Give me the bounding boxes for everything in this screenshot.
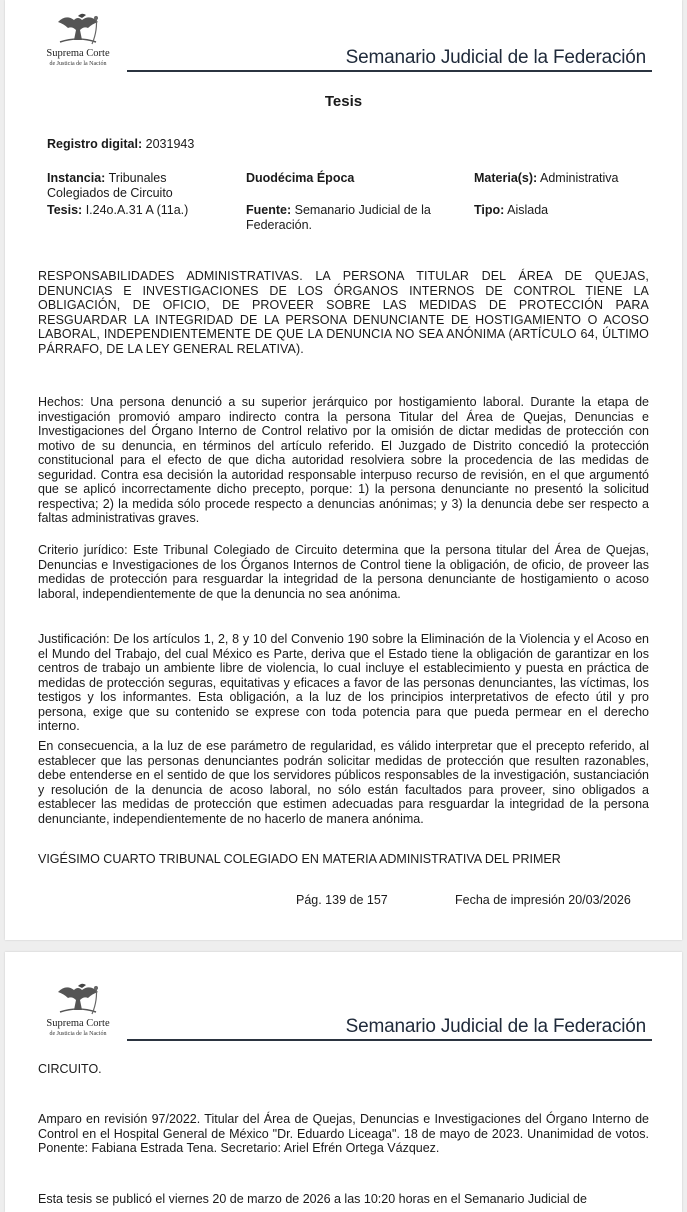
scjn-logo bbox=[38, 12, 118, 68]
tipo-label: Tipo: bbox=[474, 203, 505, 217]
amparo-paragraph: Amparo en revisión 97/2022. Titular del Área de Quejas, Denuncias e Investigaciones del Órgano Interno de Control en el Hospital General de México "Dr. Eduardo Liceaga". 18 de mayo de 2023. Unanimidad de votos. Ponente: Fabiana Estrada Tena. Secretario: Ariel Efrén Ortega Vázquez. bbox=[38, 1112, 649, 1155]
logo-subtitle: de Justicia de la Nación bbox=[49, 1031, 107, 1037]
registro-value: 2031943 bbox=[145, 137, 195, 151]
logo-name: Suprema Corte bbox=[46, 48, 110, 59]
tipo-value: Aislada bbox=[507, 203, 549, 217]
tesis-value: I.24o.A.31 A (11a.) bbox=[85, 203, 189, 217]
tipo-field bbox=[474, 203, 548, 218]
publication-title: Semanario Judicial de la Federación bbox=[345, 1016, 646, 1037]
tribunal-line: VIGÉSIMO CUARTO TRIBUNAL COLEGIADO EN MATERIA ADMINISTRATIVA DEL PRIMER bbox=[38, 852, 561, 866]
fuente-label: Fuente: bbox=[246, 203, 292, 217]
eagle-seal-icon bbox=[52, 12, 104, 48]
header-divider bbox=[127, 70, 652, 72]
thesis-rubro: RESPONSABILIDADES ADMINISTRATIVAS. LA PERSONA TITULAR DEL ÁREA DE QUEJAS, DENUNCIAS E INVESTIGACIONES DE LOS ÓRGANOS INTERNOS DE CONTROL TIENE LA OBLIGACIÓN, DE OFICIO, DE PROVEER SOBRE LAS MEDIDAS DE PROTECCIÓN PARA RESGUARDAR LA INTEGRIDAD DE LA PERSONA DENUNCIANTE DE HOSTIGAMIENTO O ACOSO LABORAL, INDEPENDIENTEMENTE DE QUE LA DENUNCIA NO SEA ANÓNIMA (ARTÍCULO 64, ÚLTIMO PÁRRAFO, DE LA LEY GENERAL RELATIVA). bbox=[38, 269, 649, 356]
logo-subtitle: de Justicia de la Nación bbox=[49, 61, 107, 67]
publication-title: Semanario Judicial de la Federación bbox=[345, 47, 646, 68]
fuente-value: Semanario Judicial de la Federación. bbox=[246, 203, 431, 232]
circuito-line: CIRCUITO. bbox=[38, 1062, 102, 1076]
materia-field bbox=[474, 171, 619, 186]
registro-label: Registro digital: bbox=[47, 137, 143, 151]
tesis-label: Tesis: bbox=[47, 203, 83, 217]
epoca-field: Duodécima Época bbox=[246, 171, 355, 185]
materia-label: Materia(s): bbox=[474, 171, 538, 185]
tesis-field bbox=[47, 203, 188, 218]
fuente-field bbox=[246, 203, 461, 232]
document-type-heading: Tesis bbox=[324, 93, 363, 110]
justificacion-paragraph: Justificación: De los artículos 1, 2, 8 y 10 del Convenio 190 sobre la Eliminación de la Violencia y el Acoso en el Mundo del Trabajo, del cual México es Parte, deriva que el Estado tiene la obligación de garantizar en los centros de trabajo un ambiente libre de violencia, lo cual incluye el establecimiento y puesta en práctica de medidas de protección seguras, equitativas y eficaces a favor de las personas denunciantes, las víctimas, los testigos y los informantes. Esta obligación, a la luz de los principios interpretativos de efecto útil y pro persona, exige que su contenido se exprese con toda potencia para que pueda permear en el derecho interno. bbox=[38, 632, 649, 733]
instancia-value: Tribunales Colegiados de Circuito bbox=[47, 171, 173, 200]
materia-value: Administrativa bbox=[540, 171, 619, 185]
hechos-paragraph: Hechos: Una persona denunció a su superior jerárquico por hostigamiento laboral. Durante la etapa de investigación promovió amparo indirecto contra la persona Titular del Área de Quejas, Denuncias e Investigaciones del Órgano Interno de Control relativo por la omisión de dictar medidas de protección con motivo de su denuncia, en términos del artículo referido. El Juzgado de Distrito concedió la protección constitucional para el efecto de que dicha autoridad resolviera sobre la procedencia de las medidas de seguridad. Contra esa decisión la autoridad responsable interpuso recurso de revisión, en el que argumentó que se aplicó incorrectamente dicho precepto, porque: 1) la persona denunciante no presentó la solicitud respectiva; 2) la medida sólo procede respecto a denuncias anónimas; y 3) la denuncia debe ser respecto a faltas administrativas graves. bbox=[38, 395, 649, 525]
header-divider bbox=[127, 1039, 652, 1041]
registro-digital bbox=[47, 137, 194, 152]
eagle-seal-icon bbox=[52, 982, 104, 1018]
instancia-label: Instancia: bbox=[47, 171, 106, 185]
document-page-2 bbox=[5, 952, 682, 1212]
consecuencia-paragraph: En consecuencia, a la luz de ese parámetro de regularidad, es válido interpretar que el precepto referido, al establecer que las personas denunciantes podrán solicitar medidas de protección que resulten razonables, debe entenderse en el sentido de que los servidores públicos responsables de la investigación, sustanciación y resolución de la denuncia de acoso laboral, no sólo están facultados para proveer, sino obligados a establecer las medidas de protección que estimen adecuadas para resguardar la integridad de la persona denunciante, independientemente de no hacerlo de manera anónima. bbox=[38, 739, 649, 826]
logo-name: Suprema Corte bbox=[46, 1018, 110, 1029]
print-date: Fecha de impresión 20/03/2026 bbox=[455, 893, 631, 907]
publication-note: Esta tesis se publicó el viernes 20 de marzo de 2026 a las 10:20 horas en el Semanario Judicial de bbox=[38, 1192, 587, 1206]
instancia-field bbox=[47, 171, 227, 200]
page-number: Pág. 139 de 157 bbox=[296, 893, 388, 907]
criterio-paragraph: Criterio jurídico: Este Tribunal Colegiado de Circuito determina que la persona titular del Área de Quejas, Denuncias e Investigaciones de los Órganos Internos de Control tiene la obligación, de oficio, de proveer las medidas de protección para resguardar la integridad de la persona denunciante de hostigamiento o acoso laboral, independientemente de que la denuncia no sea anónima. bbox=[38, 543, 649, 601]
scjn-logo-2 bbox=[38, 982, 118, 1038]
document-page-1 bbox=[5, 0, 682, 940]
